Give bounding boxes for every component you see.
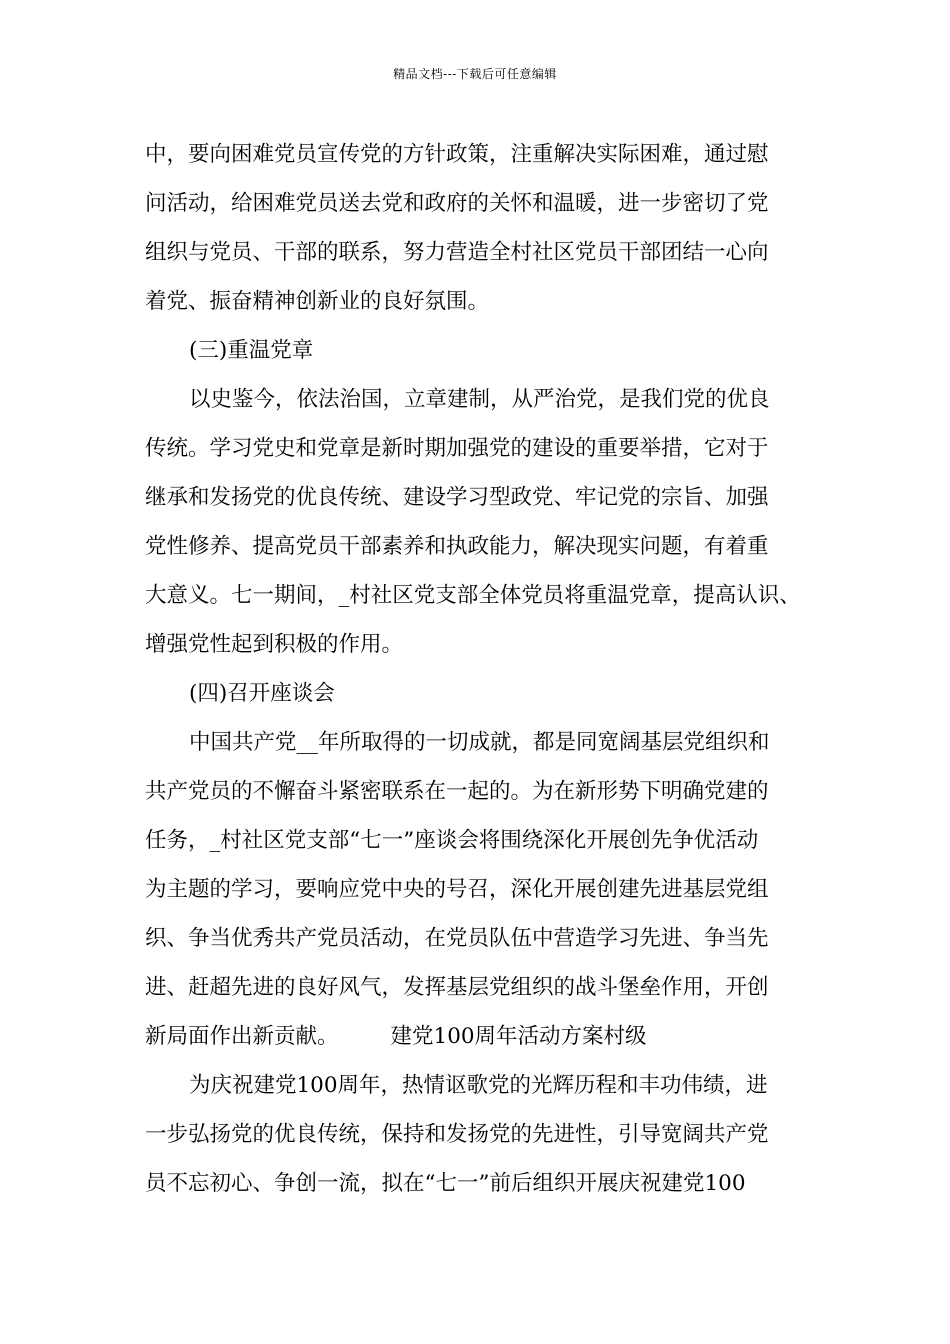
text-line: 中，要向困难党员宣传党的方针政策，注重解决实际困难，通过慰 <box>145 142 769 167</box>
section-heading-3: (三)重温党章 <box>189 338 314 363</box>
document-title: 建党100周年活动方案村级 <box>390 1024 647 1049</box>
text-line: 进、赶超先进的良好风气，发挥基层党组织的战斗堡垒作用，开创 <box>145 975 769 1000</box>
text-line: 党性修养、提高党员干部素养和执政能力，解决现实问题，有着重 <box>145 534 769 559</box>
text-line: 继承和发扬党的优良传统、建设学习型政党、牢记党的宗旨、加强 <box>145 485 769 510</box>
section-heading-4: (四)召开座谈会 <box>189 681 335 706</box>
text-line: 组织与党员、干部的联系，努力营造全村社区党员干部团结一心向 <box>145 240 769 265</box>
text-line: 以史鉴今，依法治国，立章建制，从严治党，是我们党的优良 <box>189 387 770 412</box>
text-line: 传统。学习党史和党章是新时期加强党的建设的重要举措，它对于 <box>145 436 769 461</box>
text-line: 大意义。七一期间，_村社区党支部全体党员将重温党章，提高认识、 <box>145 583 801 608</box>
text-line: 一步弘扬党的优良传统，保持和发扬党的先进性，引导宽阔共产党 <box>145 1122 769 1147</box>
text-line: 中国共产党__年所取得的一切成就，都是同宽阔基层党组织和 <box>189 730 770 755</box>
text-line: 为庆祝建党100周年，热情讴歌党的光辉历程和丰功伟绩，进 <box>189 1073 768 1098</box>
text-line: 着党、振奋精神创新业的良好氛围。 <box>145 289 490 314</box>
text-line: 为主题的学习，要响应党中央的号召，深化开展创建先进基层党组 <box>145 877 769 902</box>
page-header: 精品文档---下载后可任意编辑 <box>393 67 557 81</box>
text-line-with-title <box>145 1012 815 1061</box>
document-body <box>145 130 815 1208</box>
text-line: 增强党性起到积极的作用。 <box>145 632 404 657</box>
text-line: 问活动，给困难党员送去党和政府的关怀和温暖，进一步密切了党 <box>145 191 769 216</box>
text-line: 员不忘初心、争创一流，拟在“七一”前后组织开展庆祝建党100 <box>145 1171 746 1196</box>
text-line: 任务，_村社区党支部“七一”座谈会将围绕深化开展创先争优活动 <box>145 828 759 853</box>
text-line: 共产党员的不懈奋斗紧密联系在一起的。为在新形势下明确党建的 <box>145 779 769 804</box>
text-line: 织、争当优秀共产党员活动，在党员队伍中营造学习先进、争当先 <box>145 926 769 951</box>
text-segment: 新局面作出新贡献。 <box>145 1024 339 1049</box>
